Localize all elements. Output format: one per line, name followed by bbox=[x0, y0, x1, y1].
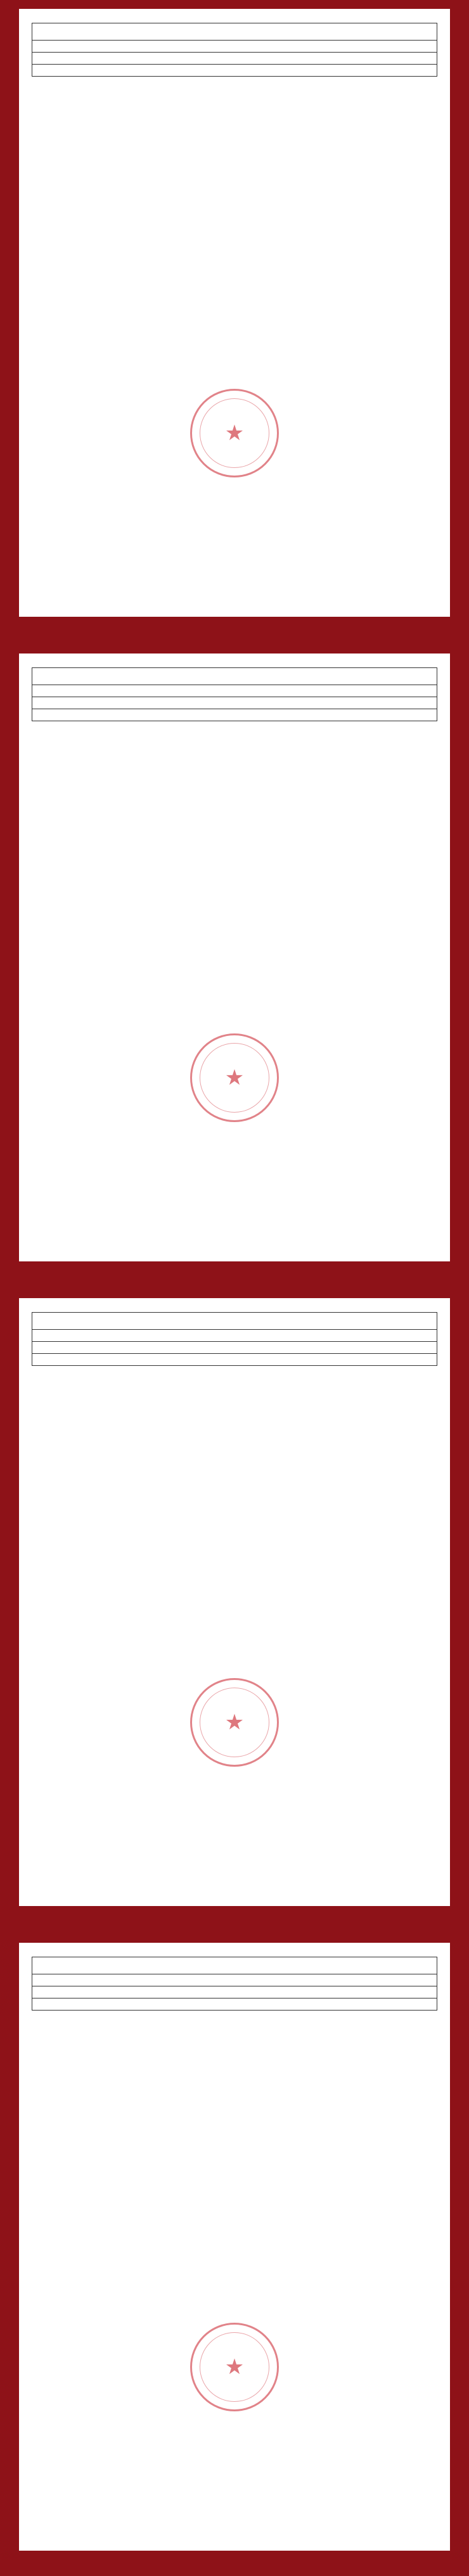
page-title bbox=[32, 23, 437, 41]
page-header bbox=[32, 1957, 437, 2011]
page-title bbox=[32, 668, 437, 685]
page-title bbox=[32, 1957, 437, 1974]
address-line bbox=[32, 709, 437, 721]
red-seal-icon: ★ bbox=[190, 1678, 279, 1767]
developer-line bbox=[32, 1330, 437, 1342]
page-title bbox=[32, 1313, 437, 1330]
address-line bbox=[32, 1998, 437, 2010]
address-line bbox=[32, 65, 437, 76]
developer-line bbox=[32, 1974, 437, 1986]
page-header bbox=[32, 23, 437, 77]
price-list-page-1 bbox=[19, 9, 450, 617]
red-seal-icon: ★ bbox=[190, 2323, 279, 2411]
project-line bbox=[32, 53, 437, 65]
price-list-page-4 bbox=[19, 1943, 450, 2551]
red-seal-icon: ★ bbox=[190, 389, 279, 477]
address-line bbox=[32, 1354, 437, 1365]
price-list-page-3 bbox=[19, 1298, 450, 1906]
project-line bbox=[32, 697, 437, 709]
developer-line bbox=[32, 41, 437, 53]
page-header bbox=[32, 1312, 437, 1366]
page-header bbox=[32, 667, 437, 721]
project-line bbox=[32, 1986, 437, 1998]
developer-line bbox=[32, 685, 437, 697]
price-list-page-2 bbox=[19, 653, 450, 1261]
red-seal-icon: ★ bbox=[190, 1033, 279, 1122]
project-line bbox=[32, 1342, 437, 1354]
